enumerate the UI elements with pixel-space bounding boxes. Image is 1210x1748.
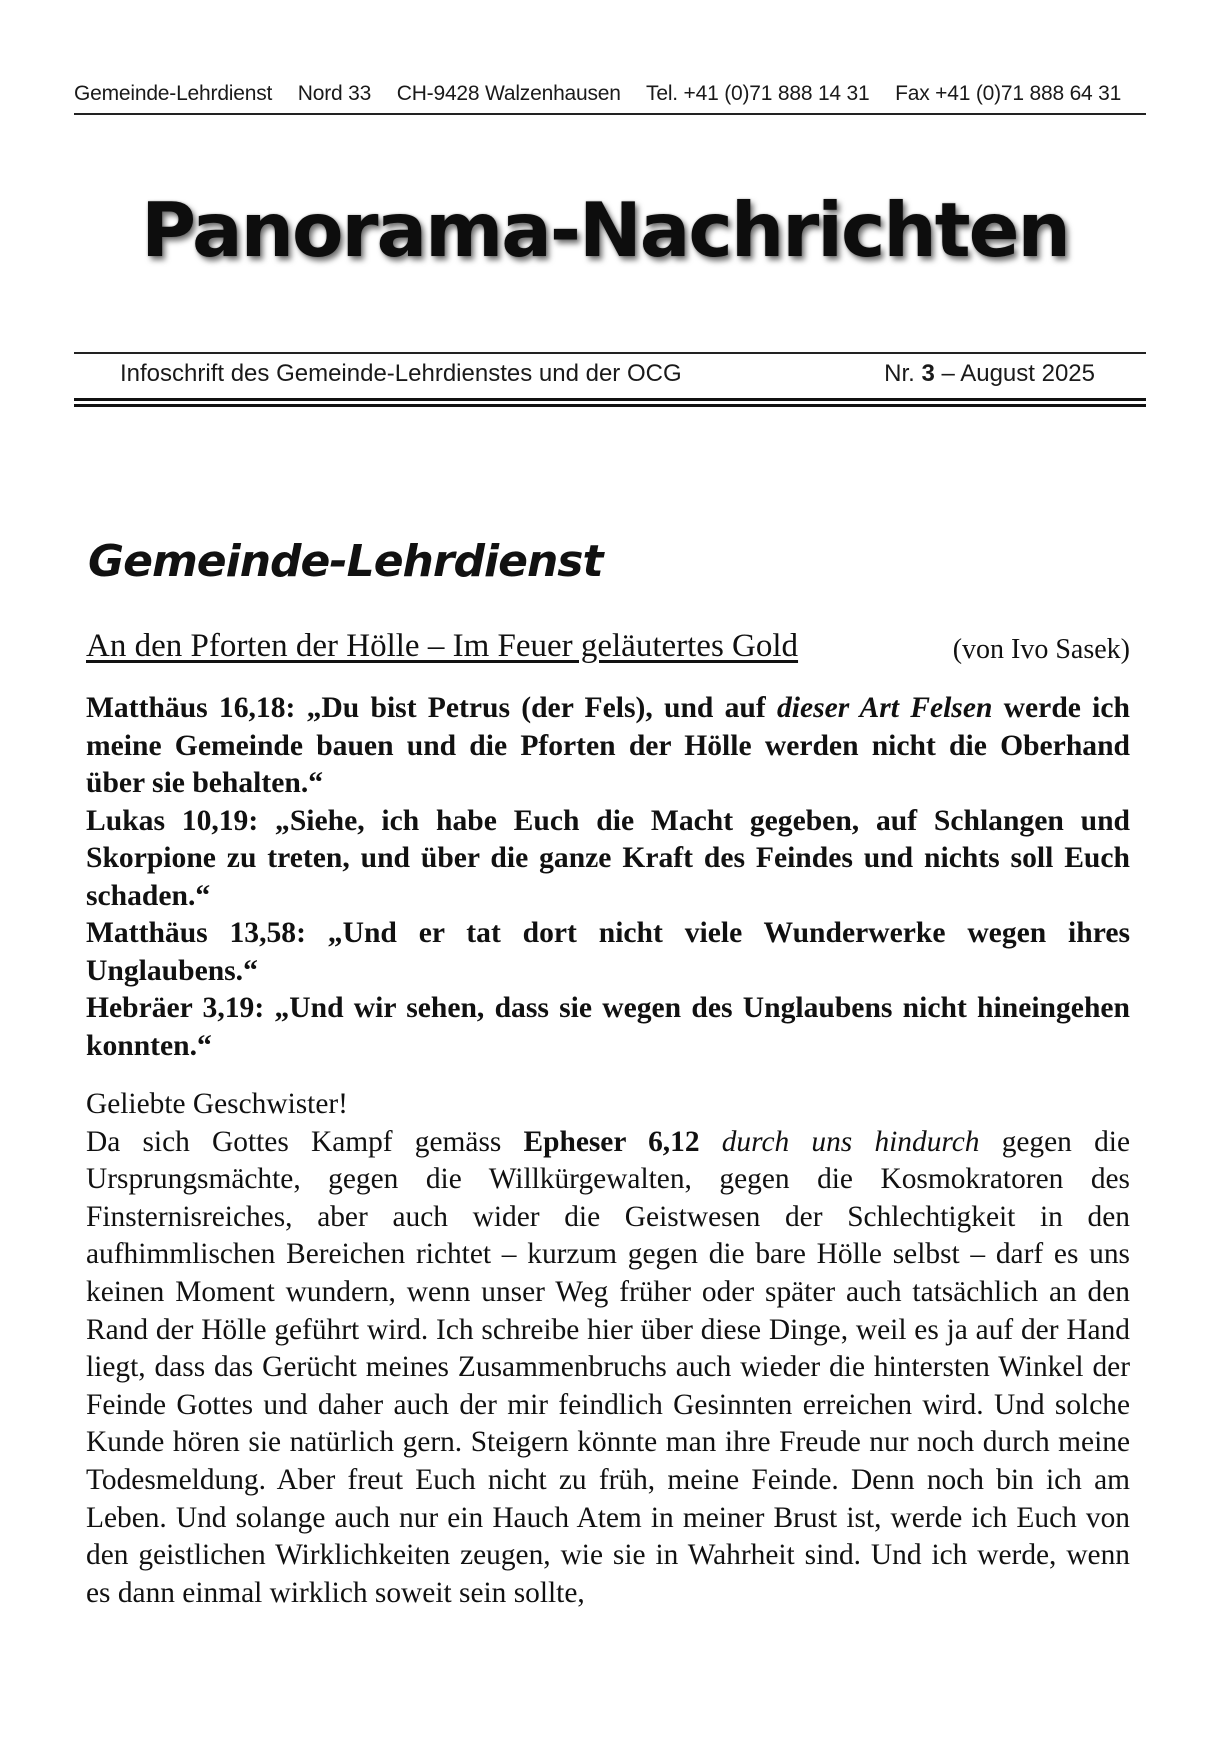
- header-phone: Tel. +41 (0)71 888 14 31: [646, 82, 870, 105]
- body-reference: Epheser 6,12: [523, 1125, 700, 1158]
- verse-emphasis: dieser Art Felsen: [777, 692, 993, 724]
- body-paragraph: [86, 1124, 1130, 1613]
- header-org: Gemeinde-Lehrdienst: [74, 82, 273, 105]
- body-text: gegen die Ursprungsmächte, gegen die Willkürgewalten, gegen die Kosmokratoren des Finsternisreiches, aber auch wider die Geistwesen der Schlechtigkeit in den aufhimmlischen Bereichen richtet – kurzum gegen die bare Hölle selbst – darf es uns keinen Moment wundern, wenn unser Weg früher oder später auch tatsächlich an den Rand der Hölle geführt wird. Ich schreibe hier über diese Dinge, weil es ja auf der Hand liegt, dass das Gerücht meines Zusammenbruchs auch wieder die hintersten Winkel der Feinde Gottes und daher auch der mir feindlich Gesinnten erreichen wird. Und solche Kunde hören sie natürlich gern. Steigern könnte man ihre Freude nur noch durch meine Todesmeldung. Aber freut Euch nicht zu früh, meine Feinde. Denn noch bin ich am Leben. Und solange auch nur ein Hauch Atem in meiner Brust ist, werde ich Euch von den geistlichen Wirklichkeiten zeugen, wie sie in Wahrheit sind. Und ich werde, wenn es dann einmal wirklich soweit sein sollte,: [86, 1125, 1130, 1609]
- verse: [86, 803, 1130, 916]
- verse-ref: Hebräer 3,19:: [86, 992, 275, 1024]
- issue-number: 3: [921, 360, 935, 387]
- scripture-verses: [86, 690, 1130, 1065]
- header-street: Nord 33: [297, 82, 372, 105]
- subtitle-tagline: Infoschrift des Gemeinde-Lehrdienstes und der OCG: [120, 360, 682, 387]
- issue-prefix: Nr.: [884, 360, 915, 387]
- contact-header: [74, 82, 1146, 106]
- verse-ref: Matthäus 13,58:: [86, 917, 328, 949]
- verse-ref: Lukas 10,19:: [86, 804, 276, 837]
- subtitle-rule-bottom-double: [74, 404, 1146, 407]
- verse: [86, 915, 1130, 990]
- masthead-title: Panorama-Nachrichten: [141, 186, 1069, 274]
- body-text: Da sich Gottes Kampf gemäss: [86, 1125, 524, 1158]
- header-rule: [74, 113, 1146, 115]
- section-title: Gemeinde-Lehrdienst: [88, 536, 603, 587]
- verse-ref: Matthäus 16,18:: [86, 692, 307, 724]
- issue-info: [884, 360, 1095, 388]
- body-emphasis: durch uns hindurch: [699, 1125, 980, 1158]
- header-fax: Fax +41 (0)71 888 64 31: [895, 82, 1122, 105]
- article-body: [86, 1086, 1130, 1612]
- greeting: Geliebte Geschwister!: [86, 1088, 348, 1120]
- header-city: CH-9428 Walzenhausen: [396, 82, 621, 105]
- article-title: An den Pforten der Hölle – Im Feuer geläutertes Gold: [86, 628, 799, 664]
- verse-text: „Du bist Petrus (der Fels), und auf: [306, 692, 777, 724]
- verse-text: „Und er tat dort nicht viele Wunderwerke wegen ihres Unglaubens.“: [86, 917, 1130, 987]
- issue-date: – August 2025: [941, 360, 1095, 387]
- verse-text: „Siehe, ich habe Euch die Macht gegeben, auf Schlangen und Skorpione zu treten, und über die ganze Kraft des Feindes und nichts soll Euch schaden.“: [86, 804, 1130, 912]
- article-author: (von Ivo Sasek): [952, 634, 1130, 665]
- subtitle-rule-bottom: [74, 398, 1146, 401]
- subtitle-bar: [120, 360, 1095, 390]
- verse: [86, 990, 1130, 1065]
- verse-text: werde ich meine Gemeinde bauen und die Pforten der Hölle werden nicht die Oberhand über sie behalten.“: [86, 692, 1130, 799]
- subtitle-rule-top: [74, 352, 1146, 354]
- verse-text: „Und wir sehen, dass sie wegen des Unglaubens nicht hineingehen konnten.“: [86, 992, 1130, 1062]
- verse: [86, 690, 1130, 803]
